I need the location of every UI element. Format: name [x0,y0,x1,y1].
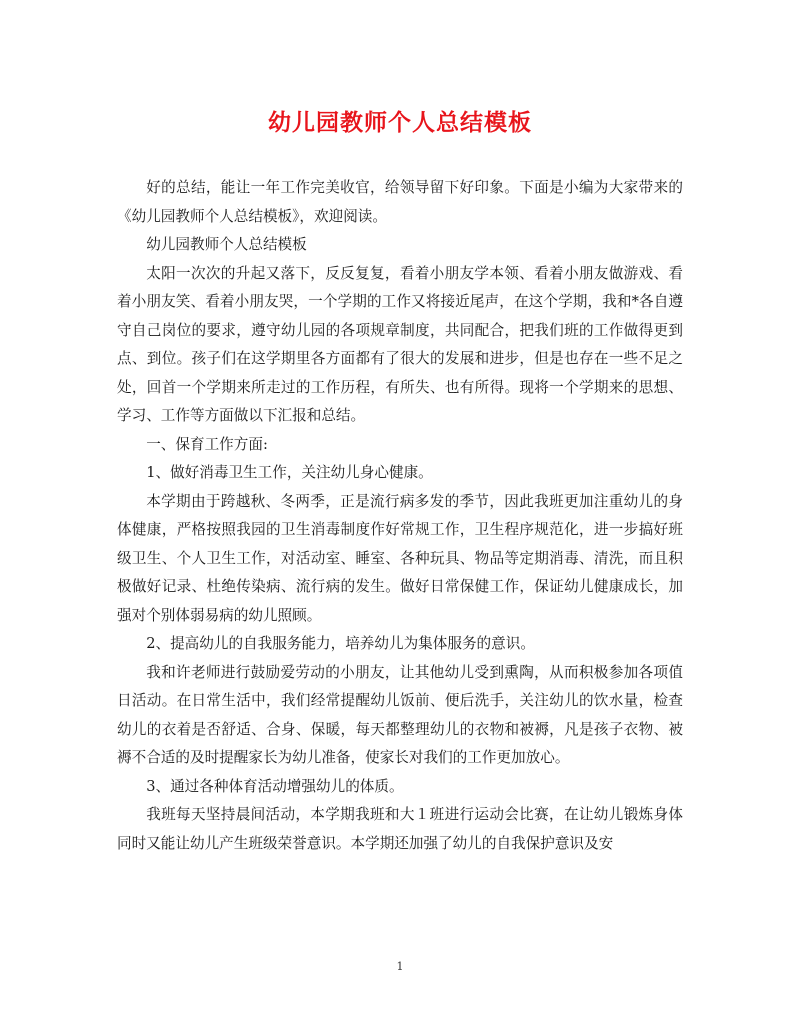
section-heading-care: 一、保育工作方面: [146,435,268,453]
subheading-hygiene: 1、做好消毒卫生工作，关注幼儿身心健康。 [146,464,433,481]
paragraph-physical: 我班每天坚持晨间活动，本学期我班和大１班进行运动会比赛，在让幼儿锻炼身体同时又能让幼儿产生班级荣誉意识。本学期还加强了幼儿的自我保护意识及安 [117,806,683,852]
subheading-physical: 3、通过各种体育活动增强幼儿的体质。 [146,777,404,795]
paragraph-hygiene: 本学期由于跨越秋、冬两季，正是流行病多发的季节，因此我班更加注重幼儿的身体健康，严格按照我园的卫生消毒制度作好常规工作，卫生程序规范化，进一步搞好班级卫生、个人卫生工作，对活动室、睡室、各种玩具、物品等定期消毒、清洗，而且积极做好记录、杜绝传染病、流行病的发生。做好日常保健工作，保证幼儿健康成长，加强对个别体弱易病的幼儿照顾。 [117,492,683,624]
paragraph-overview: 太阳一次次的升起又落下，反反复复，看着小朋友学本领、看着小朋友做游戏、看着小朋友笑、看着小朋友哭，一个学期的工作又将接近尾声，在这个学期，我和*各自遵守自己岗位的要求，遵守幼儿园的各项规章制度，共同配合，把我们班的工作做得更到点、到位。孩子们在这学期里各方面都有了很大的发展和进步，但是也存在一些不足之处，回首一个学期来所走过的工作历程，有所失、也有所得。现将一个学期来的思想、学习、工作等方面做以下汇报和总结。 [117,264,683,424]
document-body [117,174,683,858]
page-number: 1 [396,960,404,973]
paragraph-intro: 好的总结，能让一年工作完美收官，给领导留下好印象。下面是小编为大家带来的《幼儿园教师个人总结模板》，欢迎阅读。 [117,179,683,225]
paragraph-self-service: 我和许老师进行鼓励爱劳动的小朋友，让其他幼儿受到熏陶，从而积极参加各项值日活动。在日常生活中，我们经常提醒幼儿饭前、便后洗手，关注幼儿的饮水量，检查幼儿的衣着是否舒适、合身、保暖，每天都整理幼儿的衣物和被褥，凡是孩子衣物、被褥不合适的及时提醒家长为幼儿准备，使家长对我们的工作更加放心。 [117,663,683,766]
subheading-self-service: 2、提高幼儿的自我服务能力，培养幼儿为集体服务的意识。 [146,635,535,652]
paragraph-subtitle: 幼儿园教师个人总结模板 [146,236,307,253]
document-title: 幼儿园教师个人总结模板 [268,109,532,136]
